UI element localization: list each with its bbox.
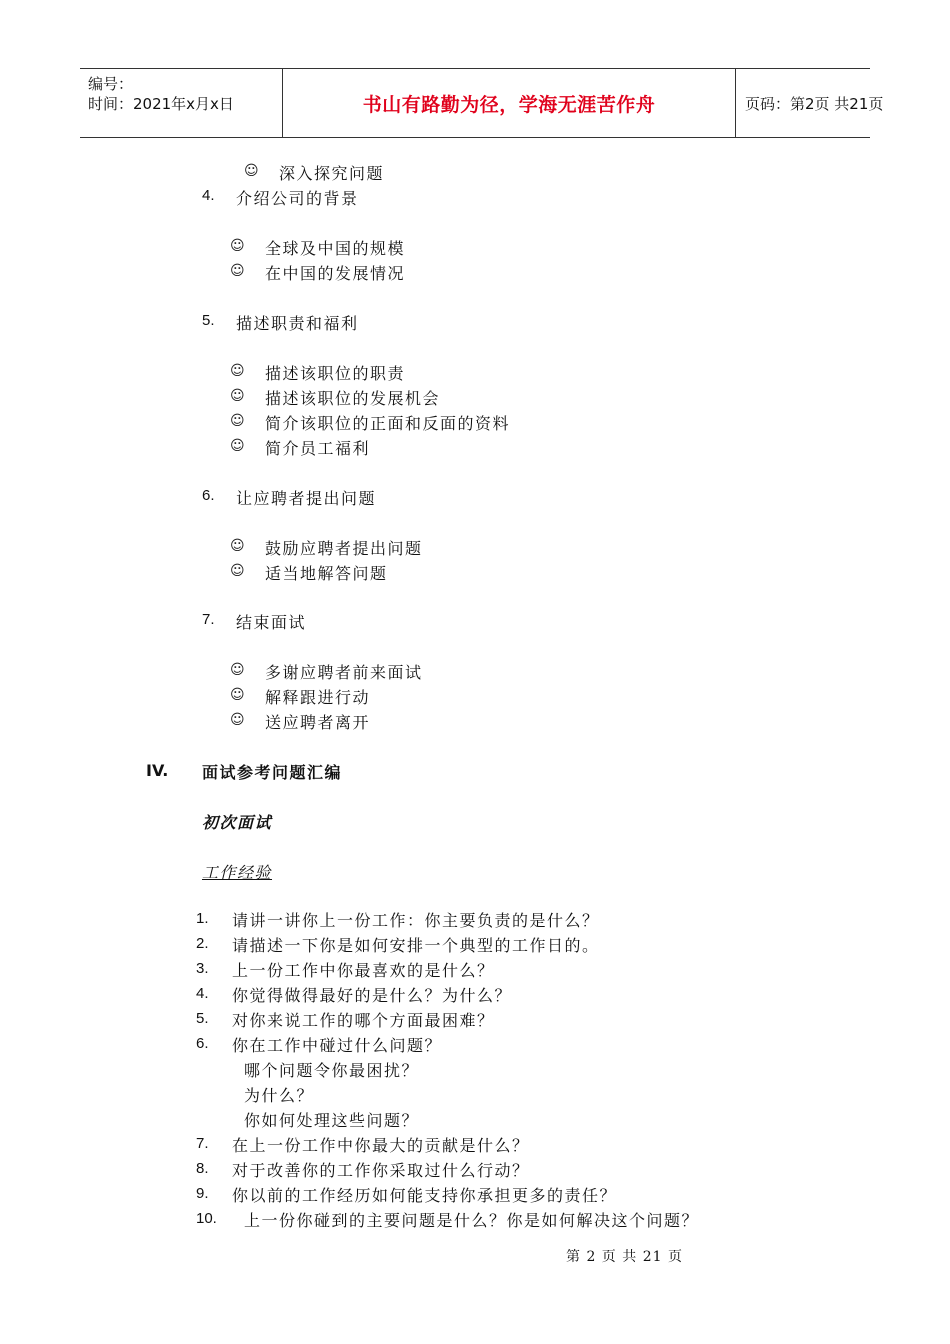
bullet-icon: ☺ [244, 163, 259, 179]
question-number: 8. [196, 1160, 209, 1177]
question-subline: 哪个问题令你最困扰？ [244, 1061, 420, 1080]
list-item: 适当地解答问题 [265, 564, 388, 583]
question-number: 2. [196, 935, 209, 952]
question-text: 对于改善你的工作你采取过什么行动？ [232, 1161, 530, 1180]
list-item: 简介员工福利 [265, 439, 371, 458]
bullet-icon: ☺ [230, 388, 245, 404]
question-subline: 为什么？ [244, 1086, 315, 1105]
section-number: 5. [202, 312, 215, 329]
list-item: 描述该职位的职责 [265, 364, 406, 383]
section-number: 4. [202, 187, 215, 204]
page-header [80, 68, 884, 138]
bullet-icon: ☺ [230, 538, 245, 554]
bullet-icon: ☺ [230, 263, 245, 279]
question-text: 在上一份工作中你最大的贡献是什么？ [232, 1136, 530, 1155]
list-item: 送应聘者离开 [265, 713, 371, 732]
section-title: 描述职责和福利 [236, 314, 359, 333]
subsection-title: 初次面试 [202, 813, 273, 832]
list-item: 在中国的发展情况 [265, 264, 406, 283]
part-numeral: IV. [146, 761, 169, 780]
section-title: 结束面试 [236, 613, 307, 632]
bullet-icon: ☺ [230, 413, 245, 429]
section-number: 6. [202, 487, 215, 504]
list-item: 深入探究问题 [279, 164, 385, 183]
question-text: 你觉得做得最好的是什么？为什么？ [232, 986, 513, 1005]
page-footer: 第 2 页 共 21 页 [566, 1249, 683, 1265]
question-text: 上一份工作中你最喜欢的是什么？ [232, 961, 495, 980]
bullet-icon: ☺ [230, 712, 245, 728]
question-number: 3. [196, 960, 209, 977]
question-number: 9. [196, 1185, 209, 1202]
bullet-icon: ☺ [230, 687, 245, 703]
header-page-cell [735, 69, 884, 137]
question-subline: 你如何处理这些问题？ [244, 1111, 420, 1130]
section-title: 让应聘者提出问题 [236, 489, 377, 508]
question-number: 7. [196, 1135, 209, 1152]
question-text: 请描述一下你是如何安排一个典型的工作日的。 [232, 936, 600, 955]
document-date: 时间：2021年x月x日 [88, 95, 234, 113]
topic-heading: 工作经验 [202, 863, 273, 882]
list-item: 描述该职位的发展机会 [265, 389, 441, 408]
bullet-icon: ☺ [230, 238, 245, 254]
bullet-icon: ☺ [230, 662, 245, 678]
question-text: 请讲一讲你上一份工作：你主要负责的是什么？ [232, 911, 600, 930]
bullet-icon: ☺ [230, 363, 245, 379]
question-number: 5. [196, 1010, 209, 1027]
header-motto-cell [282, 69, 736, 137]
question-number: 4. [196, 985, 209, 1002]
header-left-cell [80, 69, 282, 137]
question-text: 你在工作中碰过什么问题？ [232, 1036, 443, 1055]
list-item: 全球及中国的规模 [265, 239, 406, 258]
bullet-icon: ☺ [230, 438, 245, 454]
header-motto: 书山有路勤为径，学海无涯苦作舟 [362, 93, 656, 116]
list-item: 鼓励应聘者提出问题 [265, 539, 423, 558]
question-text: 对你来说工作的哪个方面最困难？ [232, 1011, 495, 1030]
document-number-label: 编号： [88, 75, 134, 93]
question-text: 你以前的工作经历如何能支持你承担更多的责任？ [232, 1186, 618, 1205]
section-number: 7. [202, 611, 215, 628]
question-number: 6. [196, 1035, 209, 1052]
bullet-icon: ☺ [230, 563, 245, 579]
header-page-info: 页码：第2页 共21页 [745, 94, 884, 113]
list-item: 简介该职位的正面和反面的资料 [265, 414, 511, 433]
question-text: 上一份你碰到的主要问题是什么？你是如何解决这个问题？ [244, 1211, 700, 1230]
part-title: 面试参考问题汇编 [202, 763, 343, 782]
list-item: 多谢应聘者前来面试 [265, 663, 423, 682]
question-number: 10. [196, 1210, 217, 1227]
section-title: 介绍公司的背景 [236, 189, 359, 208]
list-item: 解释跟进行动 [265, 688, 371, 707]
question-number: 1. [196, 910, 209, 927]
